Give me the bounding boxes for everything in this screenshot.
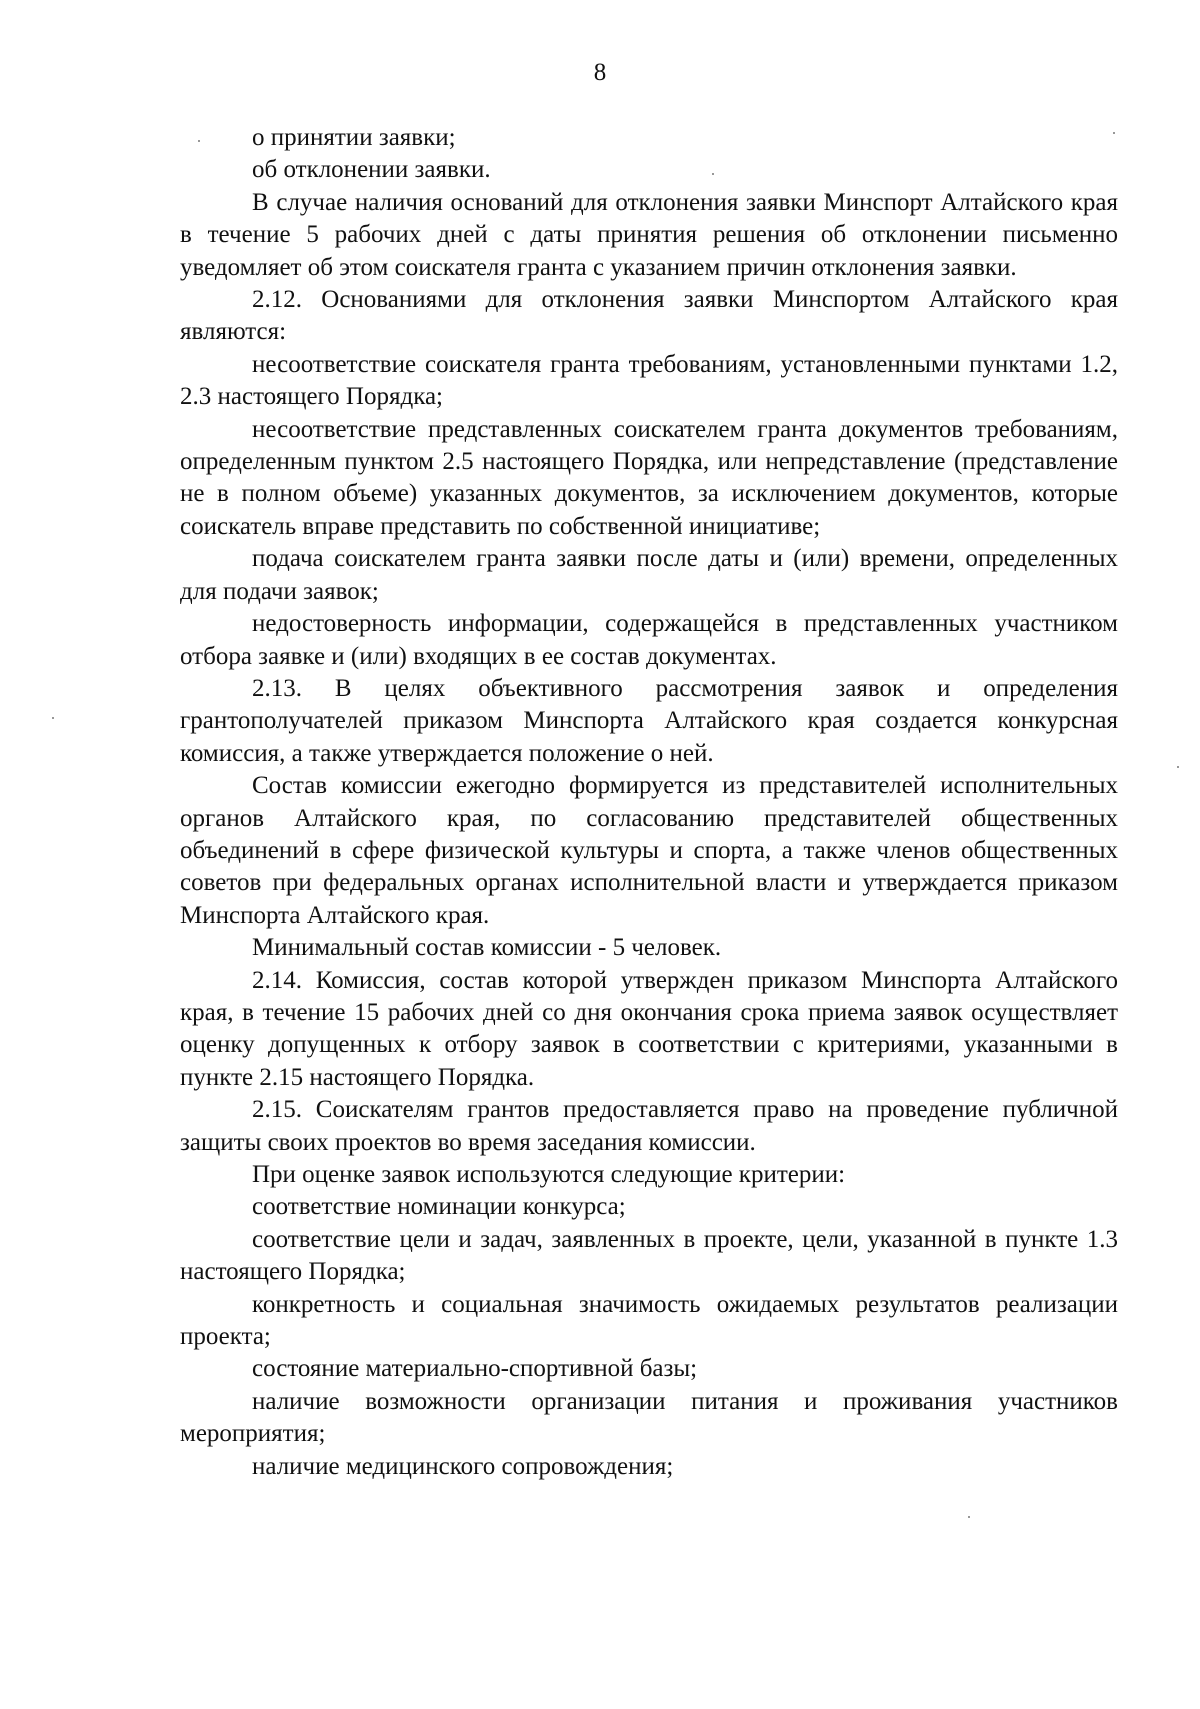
paragraph-criterion-accommodation: наличие возможности организации питания и проживания участников мероприятия; — [180, 1387, 1118, 1448]
paragraph-2-13: 2.13. В целях объективного рассмотрения заявок и определения грантополучателей приказом Минспорта Алтайского края создается конкурсная комиссия, а также утверждается положение о ней. — [180, 674, 1118, 767]
paragraph-criterion-medical: наличие медицинского сопровождения; — [252, 1452, 674, 1480]
paragraph-criterion-nomination: соответствие номинации конкурса; — [252, 1193, 626, 1221]
document-body — [180, 122, 1118, 1483]
paragraph-2-14: 2.14. Комиссия, состав которой утвержден приказом Минспорта Алтайского края, в течение 15 рабочих дней со дня окончания срока приема заявок осуществляет оценку допущенных к отбору заявок в соответствии с критериями, указанными в пункте 2.15 настоящего Порядка. — [180, 966, 1118, 1091]
paragraph-noncompliance-documents: несоответствие представленных соискателем гранта документов требованиям, определенным пунктом 2.5 настоящего Порядка, или непредставление (представление не в полном объеме) указанных документов, за исключением документов, которые соискатель вправе представить по собственной инициативе; — [180, 415, 1118, 540]
paragraph-2-15: 2.15. Соискателям грантов предоставляется право на проведение публичной защиты своих проектов во время заседания комиссии. — [180, 1096, 1118, 1156]
paragraph-commission-composition: Состав комиссии ежегодно формируется из представителей исполнительных органов Алтайского края, по согласованию представителей общественных объединений в сфере физической культуры и спорта, а также членов общественных советов при федеральных органах исполнительной власти и утверждается приказом Минспорта Алтайского края. — [180, 772, 1118, 929]
paragraph-rejection-notice: В случае наличия оснований для отклонения заявки Минспорт Алтайского края в течение 5 рабочих дней с даты принятия решения об отклонении письменно уведомляет об этом соискателя гранта с указанием причин отклонения заявки. — [180, 188, 1118, 281]
paragraph-criterion-results: конкретность и социальная значимость ожидаемых результатов реализации проекта; — [180, 1290, 1118, 1351]
page-number: 8 — [593, 59, 607, 86]
paragraph-acceptance: о принятии заявки; — [252, 124, 456, 151]
scan-speck — [712, 173, 714, 175]
paragraph-criterion-goals: соответствие цели и задач, заявленных в проекте, цели, указанной в пункте 1.3 настоящего Порядка; — [180, 1225, 1118, 1286]
paragraph-2-12: 2.12. Основаниями для отклонения заявки Минспортом Алтайского края являются: — [180, 286, 1118, 346]
scan-speck — [198, 140, 200, 142]
paragraph-criterion-base: состояние материально-спортивной базы; — [252, 1355, 698, 1383]
paragraph-unreliable-info: недостоверность информации, содержащейся в представленных участником отбора заявке и (или) входящих в ее состав документах. — [180, 610, 1118, 670]
paragraph-minimum-composition: Минимальный состав комиссии - 5 человек. — [252, 934, 722, 962]
scan-speck — [1177, 766, 1179, 768]
scan-speck — [968, 1516, 970, 1518]
paragraph-rejection: об отклонении заявки. — [252, 156, 491, 184]
paragraph-criteria-intro: При оценке заявок используются следующие критерии: — [252, 1161, 846, 1188]
scan-speck — [1113, 132, 1115, 134]
paragraph-late-submission: подача соискателем гранта заявки после даты и (или) времени, определенных для подачи заявок; — [180, 545, 1118, 605]
scan-speck — [52, 717, 54, 719]
paragraph-noncompliance-applicant: несоответствие соискателя гранта требованиям, установленными пунктами 1.2, 2.3 настоящего Порядка; — [180, 350, 1118, 411]
